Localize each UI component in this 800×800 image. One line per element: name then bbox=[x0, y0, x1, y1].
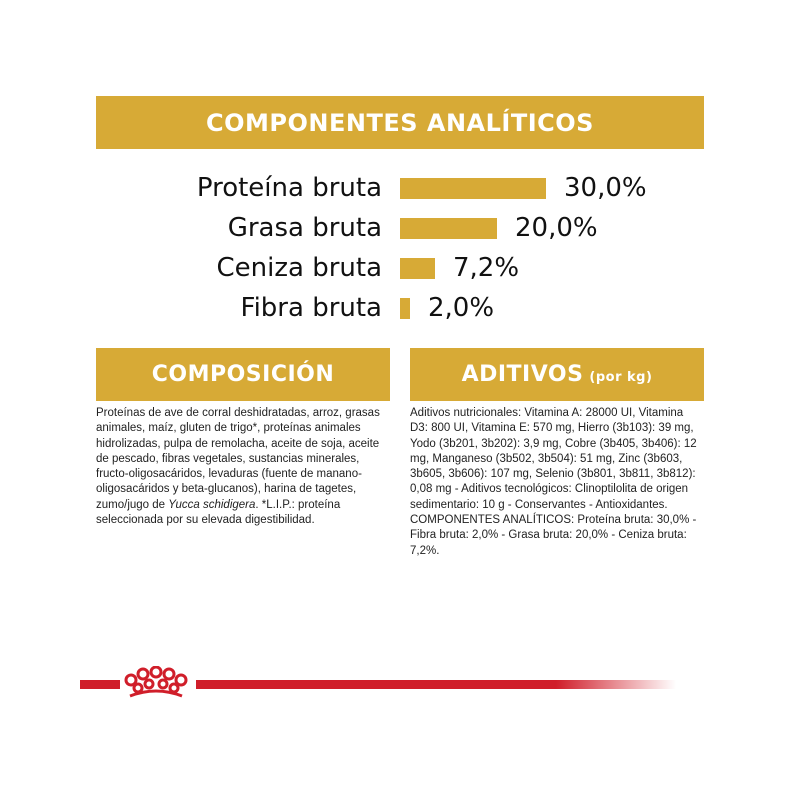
additives-title: ADITIVOS bbox=[461, 362, 584, 387]
analytic-components-header bbox=[96, 96, 704, 149]
nutrient-bar bbox=[400, 258, 435, 279]
composition-text-italic: Yucca schidigera bbox=[168, 498, 256, 511]
footer-line-left bbox=[80, 680, 120, 689]
footer-line-right bbox=[196, 680, 676, 689]
nutrient-label: Ceniza bruta bbox=[216, 253, 382, 283]
royal-canin-crown-icon bbox=[122, 666, 190, 700]
nutrient-row bbox=[0, 250, 800, 286]
nutrient-bar bbox=[400, 298, 410, 319]
nutrient-bar bbox=[400, 178, 546, 199]
nutrient-bar bbox=[400, 218, 497, 239]
nutrient-row bbox=[0, 170, 800, 206]
nutrient-value: 20,0% bbox=[515, 213, 598, 243]
nutrient-row bbox=[0, 290, 800, 326]
additives-text-analytic: COMPONENTES ANALÍTICOS: Proteína bruta: 30,0% - Fibra bruta: 2,0% - Grasa bruta: 20,0% - Ceniza bruta: 7,2%. bbox=[410, 514, 697, 557]
nutrient-value: 30,0% bbox=[564, 173, 647, 203]
composition-header bbox=[96, 348, 390, 401]
additives-text bbox=[410, 406, 704, 559]
additives-title-sub: (por kg) bbox=[589, 370, 653, 385]
nutrient-label: Grasa bruta bbox=[227, 213, 382, 243]
composition-text bbox=[96, 406, 388, 528]
nutrient-value: 2,0% bbox=[428, 293, 495, 323]
nutrient-row bbox=[0, 210, 800, 246]
additives-text-main: Aditivos nutricionales: Vitamina A: 28000 UI, Vitamina D3: 800 UI, Vitamina E: 570 mg, Hierro (3b103): 39 mg, Yodo (3b201, 3b202): 3,9 mg, Cobre (3b405, 3b406): 12 mg, Manganeso (3b502, 3b504): 51 mg, Zinc (3b603, 3b605, 3b606): 107 mg, Selenio (3b801, 3b811, 3b812): 0,08 mg - Aditivos tecnológicos: Clinoptilolita de origen sedimentario: 10 g - Conservantes - Antioxidantes. bbox=[410, 407, 697, 511]
analytic-components-title: COMPONENTES ANALÍTICOS bbox=[206, 108, 594, 137]
nutrient-label: Proteína bruta bbox=[196, 173, 382, 203]
nutrient-label: Fibra bruta bbox=[240, 293, 382, 323]
composition-text-main: Proteínas de ave de corral deshidratadas, arroz, grasas animales, maíz, gluten de trigo*, proteínas animales hidrolizadas, pulpa de remolacha, aceite de soja, aceite de pescado, fibras vegetales, sustancias minerales, fructo-oligosacáridos, levaduras (fuente de manano-oligosacáridos y beta-glucanos), harina de tagetes, zumo/jugo de bbox=[96, 407, 380, 511]
nutrient-value: 7,2% bbox=[453, 253, 520, 283]
additives-header bbox=[410, 348, 704, 401]
composition-title: COMPOSICIÓN bbox=[151, 362, 335, 387]
composition-text-end: . *L.I.P.: proteína seleccionada por su elevada digestibilidad. bbox=[96, 498, 341, 527]
